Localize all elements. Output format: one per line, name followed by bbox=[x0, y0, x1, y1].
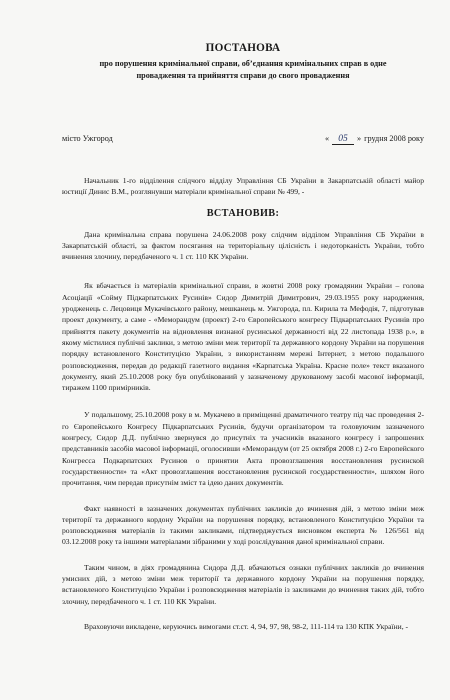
intro-paragraph: Начальник 1-го відділення слідчого відділу Управління СБ України в Закарпатській області майор юстиції Динис В.М., розглянувши матеріали кримінальної справи № 499, - bbox=[62, 176, 424, 197]
date-close-quote: » bbox=[357, 134, 362, 143]
section-heading: ВСТАНОВИВ: bbox=[206, 207, 280, 219]
body-paragraph: Як вбачається із матеріалів кримінальної справи, в жовтні 2008 року громадянин України – голова Асоціації «Сойму Підкарпатських Русинів» Сидор Димитрій Димитрович, 29.03.1955 року народження, уродженець с. Лецовиця Мукачівського району, мешканець м. Ужгорода, пл. Кирила та Мефодія, 7, підготував проект документу, а саме - «Меморандум (проект) 2-го Європейського конгресу Підкарпатських Русинів про прийняття пакету документів на відновлення визнаної русинської державності від 22 листопада 1938 р.», в якому містилися публічні заклики, з метою зміни меж території та державного кордону України на порушення порядку встановленого Конституцією України, з використанням мережі Інтернет, з метою подальшого розповсюдження, передав до редакції газетного видання «Карпатська Україна. Красне поле» текст вказаного документу, який 25.10.2008 року був опублікований у зазначеному друкованому засобі масової інформації, тиражем 1100 примірників. bbox=[62, 281, 424, 393]
date-month-year: грудня 2008 року bbox=[364, 134, 424, 143]
date-day-handwritten: 05 bbox=[332, 134, 354, 145]
body-paragraph: Факт наявності в зазначених документах публічних закликів до вчинення дій, з метою зміни меж території та державного кордону України на порушення порядку, встановленого Конституцією України та розповсюдження матеріалів із такими закликами, підтверджується висновком експерта № 126/561 від 03.12.2008 року та іншими матеріалами зібраними у ході розслідування даної кримінальної справи. bbox=[62, 503, 424, 547]
place-date-line bbox=[62, 134, 424, 145]
body-paragraph: Таким чином, в діях громадянина Сидора Д.Д. вбачаються ознаки публічних закликів до вчинення умисних дій, з метою зміни меж території та державного кордону України на порушення порядку, встановленого Конституцією України і розповсюдження матеріалів із закликами до вчинення таких дій, тобто злочину, передбаченого ч. 1 ст. 110 КК України. bbox=[62, 562, 424, 606]
place-text: місто Ужгород bbox=[62, 134, 113, 143]
body-paragraph: Враховуючи викладене, керуючись вимогами ст.ст. 4, 94, 97, 98, 98-2, 111-114 та 130 КПК України, - bbox=[84, 621, 409, 631]
document-date bbox=[325, 134, 424, 145]
document-subtitle: про порушення кримінальної справи, об’єднання кримінальних справ в одне провадження та прийняття справи до свого провадження bbox=[99, 59, 387, 80]
body-paragraph: У подальшому, 25.10.2008 року в м. Мукачево в приміщенні драматичного театру під час проведення 2-го Європейського Конгресу Підкарпатських Русинів, будучи організатором та головуючим зазначеного конгресу, Сидор Д.Д. публічно звернувся до присутніх та учасників вказаного конгресу і запрошених представників засобів масової інформації, оголосивши «Меморандум (от 25 октября 2008 г.) 2-го Европейского Конгресса Подкарпатских Русинов о принятии Акта провозглашения восстановления русинской государственности» та «Акт провозглашения восстановления русинской государственности», шляхом його прочитання, чим передав присутнім зміст та ідею даних документів. bbox=[62, 410, 424, 488]
date-open-quote: « bbox=[324, 134, 330, 143]
document-title: ПОСТАНОВА bbox=[205, 42, 281, 54]
body-paragraph: Дана кримінальна справа порушена 24.06.2008 року слідчим відділом Управління СБ України в Закарпатській області, за фактом посягання на територіальну цілісність і недоторканість України, тобто вчинення злочину, передбаченого ч. 1 ст. 110 КК України. bbox=[62, 229, 424, 262]
